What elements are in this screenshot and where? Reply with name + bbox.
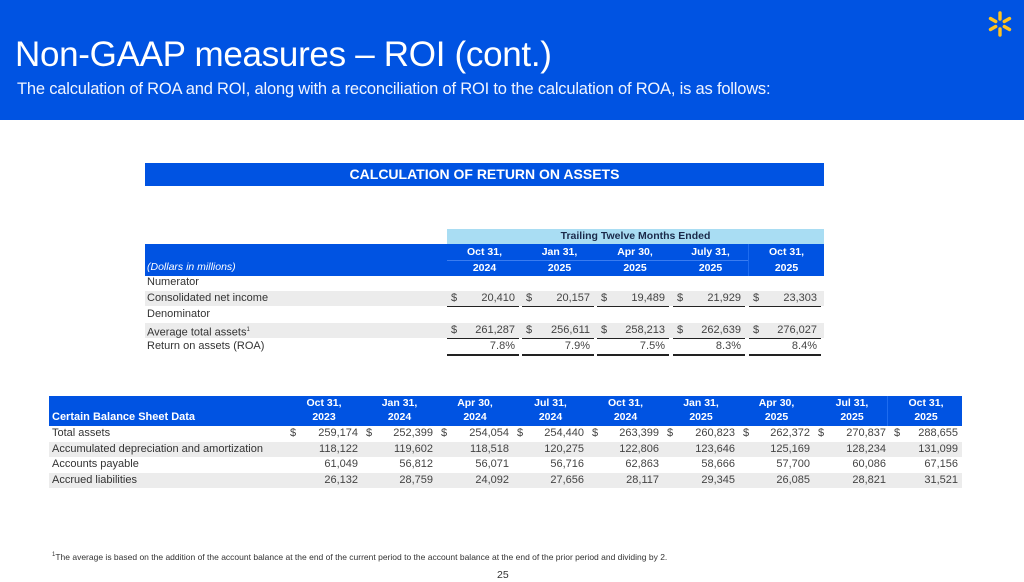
roa-col-header: Oct 31, 2024 <box>447 244 522 276</box>
bs-col-header: Oct 31, 2023 <box>306 397 342 423</box>
bs-col-header: Jul 31, 2025 <box>835 397 869 423</box>
table-row: Accrued liabilities 26,132 28,759 24,092 27,656 28,117 29,345 26,085 28,821 31,521 <box>49 473 962 489</box>
roa-section-banner: CALCULATION OF RETURN ON ASSETS <box>145 163 824 186</box>
page-number: 25 <box>497 569 509 581</box>
spark-icon <box>986 10 1014 38</box>
bs-col-header: Apr 30, 2025 <box>758 397 795 423</box>
bs-col-header: Jul 31, 2024 <box>534 397 567 423</box>
bs-col-header: Oct 31, 2024 <box>607 397 644 423</box>
footnote: $^1$The average is based on the addition of the account balance at the end of the current period to the account balance at the end of the prior period and dividing by 2. <box>52 552 668 562</box>
roa-table-header <box>145 244 824 276</box>
units-label: (Dollars in millions) <box>147 261 236 273</box>
bs-col-header: Jan 31, 2025 <box>683 397 719 423</box>
table-row: Consolidated net income $ 20,410 $ 20,157 $ 19,489 $ 21,929 $ 23,303 <box>145 291 824 307</box>
roa-col-header: Jan 31, 2025 <box>522 244 597 276</box>
table-row: Denominator <box>147 308 210 320</box>
page-title: Non-GAAP measures – ROI (cont.) <box>15 35 552 74</box>
table-row: Accounts payable 61,049 56,812 56,071 56,716 62,863 58,666 57,700 60,086 67,156 <box>52 458 958 470</box>
ttm-group-header: Trailing Twelve Months Ended <box>447 229 824 244</box>
page-subtitle: The calculation of ROA and ROI, along with a reconciliation of ROI to the calculation of ROA, is as follows: <box>17 80 771 98</box>
bs-col-header: Apr 30, 2024 <box>457 397 493 423</box>
table-row: Numerator <box>147 276 199 288</box>
table-row: Total assets $ 259,174 $ 252,399 $ 254,054 $ 254,440 $ 263,399 $ 260,823 $ 262,372 $ 270,837 $ 288,655 <box>52 427 958 439</box>
roa-col-header: Oct 31, 2025 <box>768 246 805 274</box>
roa-col-header: Apr 30, 2025 <box>597 244 673 276</box>
slide-header <box>0 0 1024 120</box>
table-row: Return on assets (ROA) 7.8% 7.9% 7.5% 8.3% 8.4% <box>147 339 817 352</box>
balance-sheet-header <box>49 396 962 426</box>
bs-col-header: Oct 31, 2025 <box>908 397 944 423</box>
balance-sheet-title: Certain Balance Sheet Data <box>52 411 196 423</box>
table-row: Average total assets$^1$ $ 261,287 $ 256,611 $ 258,213 $ 262,639 $ 276,027 <box>145 323 824 339</box>
bs-col-header: Jan 31, 2024 <box>381 397 418 423</box>
roa-col-header: July 31, 2025 <box>673 244 748 276</box>
table-row: Accumulated depreciation and amortization 118,122 119,602 118,518 120,275 122,806 123,646 125,169 128,234 131,099 <box>49 442 962 458</box>
